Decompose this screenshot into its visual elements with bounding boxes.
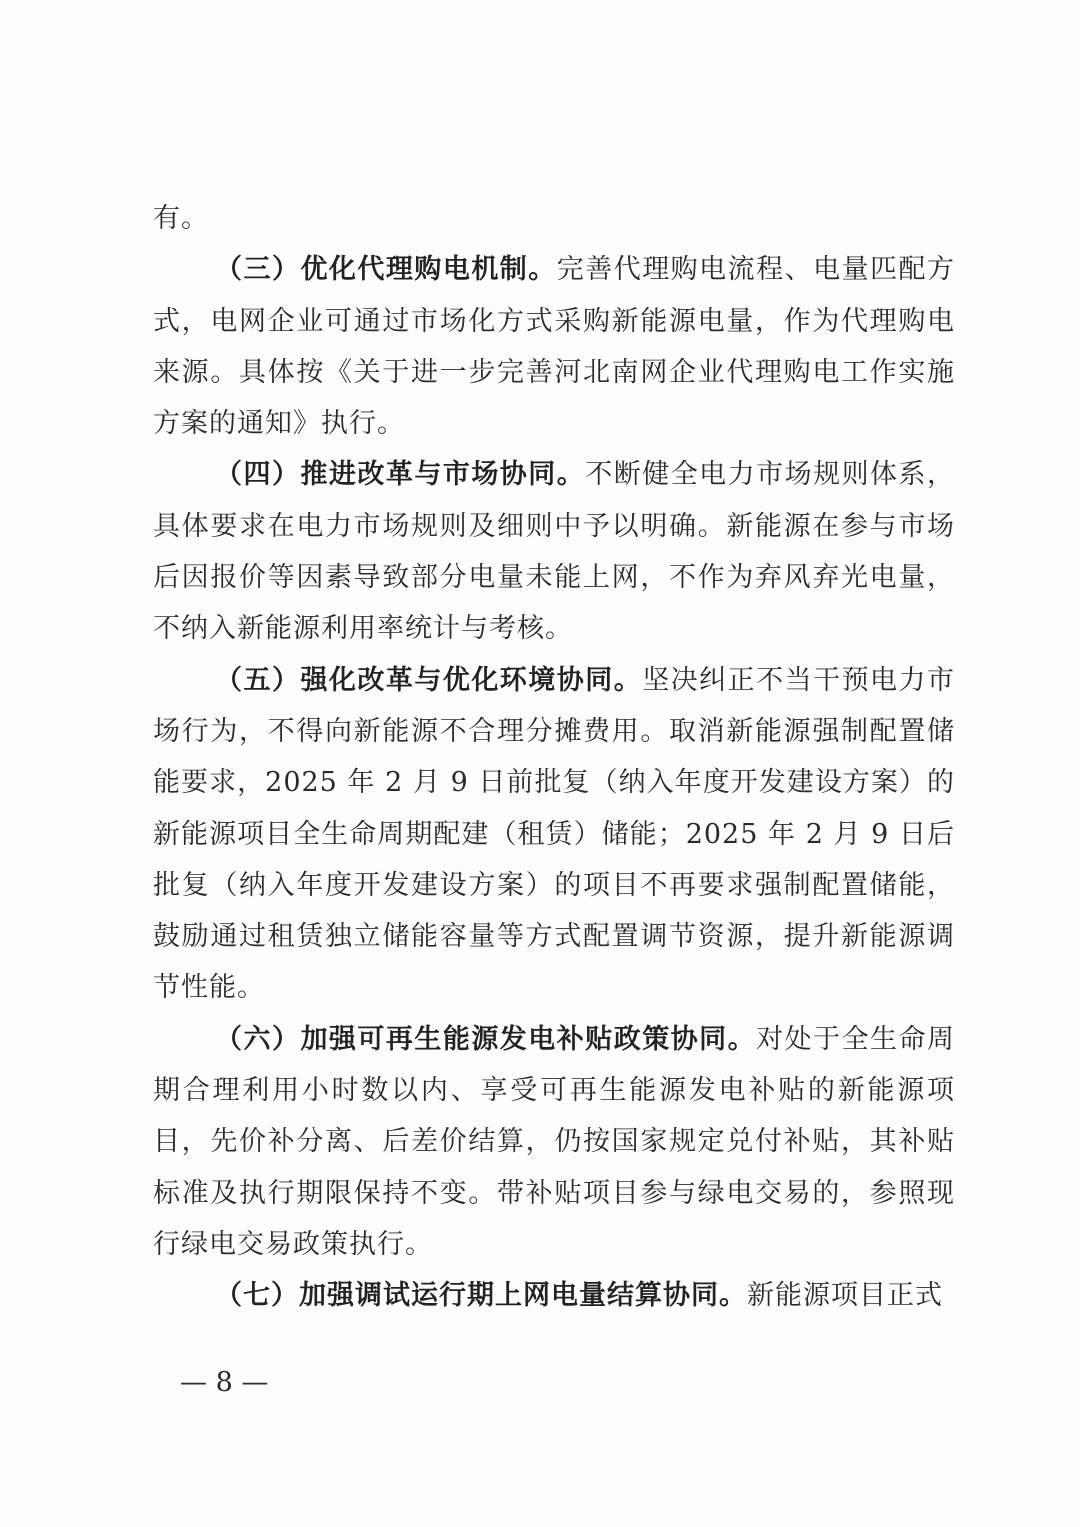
paragraph-heading: （六）加强可再生能源发电补贴政策协同。: [215, 1023, 757, 1055]
paragraph-text: 有。: [153, 203, 209, 234]
paragraph-section-4: [153, 449, 955, 654]
paragraph-heading: （七）加强调试运行期上网电量结算协同。: [215, 1280, 747, 1312]
document-body: [153, 193, 955, 1322]
paragraph-section-6: [153, 1014, 955, 1270]
paragraph-text: 对处于全生命周期合理利用小时数以内、享受可再生能源发电补贴的新能源项目，先价补分离、后差价结算，仍按国家规定兑付补贴，其补贴标准及执行期限保持不变。带补贴项目参与绿电交易的，参照现行绿电交易政策执行。: [153, 1023, 956, 1260]
paragraph-text: 不断健全电力市场规则体系，具体要求在电力市场规则及细则中予以明确。新能源在参与市场后因报价等因素导致部分电量未能上网，不作为弃风弃光电量，不纳入新能源利用率统计与考核。: [153, 459, 956, 645]
paragraph-text: 新能源项目正式: [747, 1280, 943, 1312]
paragraph-text: 坚决纠正不当干预电力市场行为，不得向新能源不合理分摊费用。取消新能源强制配置储能要求，2025 年 2 月 9 日前批复（纳入年度开发建设方案）的新能源项目全生命周期配建（租赁）储能；2025 年 2 月 9 日后批复（纳入年度开发建设方案）的项目不再要求强制配置储能，鼓励通过租赁独立储能容量等方式配置调节资源，提升新能源调节性能。: [153, 664, 956, 1004]
paragraph-heading: （五）强化改革与优化环境协同。: [215, 664, 643, 696]
paragraph-section-5: [153, 655, 955, 1014]
paragraph-section-7: [153, 1270, 955, 1321]
paragraph-text: 完善代理购电流程、电量匹配方式，电网企业可通过市场化方式采购新能源电量，作为代理购电来源。具体按《关于进一步完善河北南网企业代理购电工作实施方案的通知》执行。: [153, 254, 956, 440]
paragraph-continued: [153, 193, 955, 244]
page-number: — 8 —: [180, 1367, 269, 1398]
paragraph-heading: （四）推进改革与市场协同。: [215, 459, 586, 491]
paragraph-section-3: [153, 244, 955, 449]
paragraph-heading: （三）优化代理购电机制。: [215, 254, 557, 286]
